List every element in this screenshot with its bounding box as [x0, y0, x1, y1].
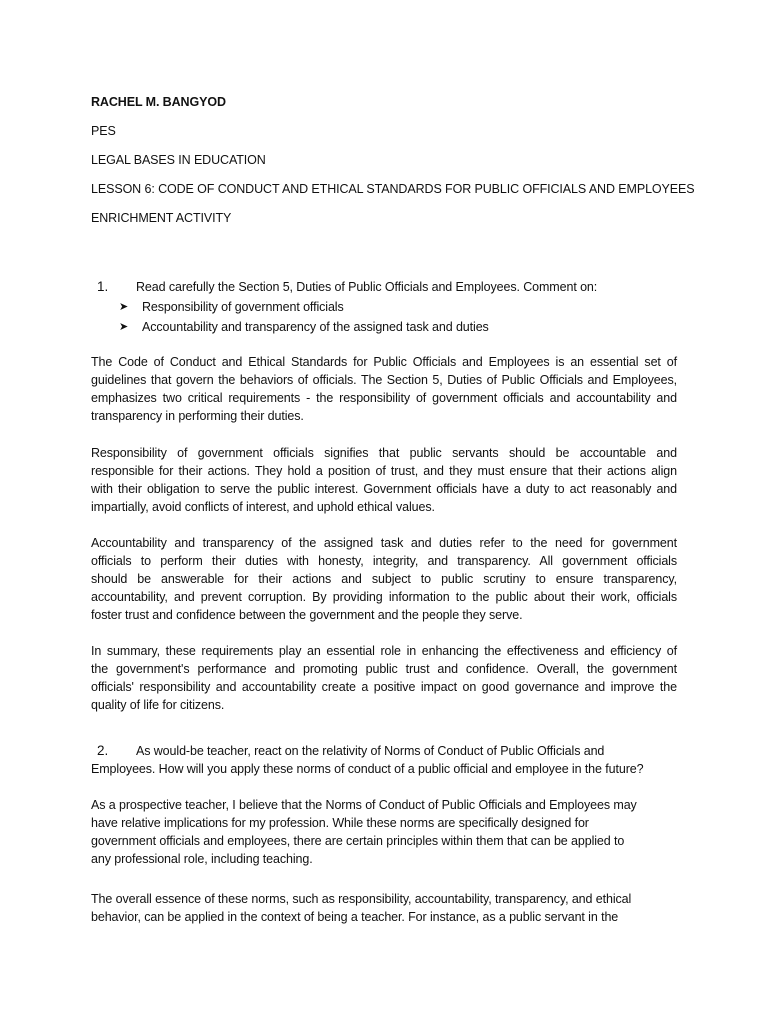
- program-label: PES: [91, 124, 116, 138]
- paragraph-line: accountability, and prevent corruption. By providing information to the public about their work, officials: [91, 590, 677, 604]
- paragraph-line: the government's performance and promoting public trust and confidence. Overall, the government: [91, 662, 677, 676]
- paragraph-line: with their obligation to serve the public interest. Government officials have a duty to act reasonably and: [91, 482, 677, 496]
- arrow-bullet-icon: ➤: [119, 321, 129, 333]
- question-2-number: 2.: [97, 743, 109, 758]
- paragraph-line: officials to perform their duties with honesty, integrity, and transparency. All government officials: [91, 554, 677, 568]
- paragraph-line: quality of life for citizens.: [91, 698, 225, 712]
- paragraph-line: emphasizes two critical requirements - the responsibility of government officials and accountability and: [91, 391, 677, 405]
- question-1-bullet: Accountability and transparency of the assigned task and duties: [142, 320, 489, 334]
- paragraph-line: behavior, can be applied in the context of being a teacher. For instance, as a public servant in the: [91, 910, 619, 924]
- course-title: LEGAL BASES IN EDUCATION: [91, 153, 266, 167]
- paragraph-line: Accountability and transparency of the assigned task and duties refer to the need for government: [91, 536, 677, 550]
- activity-label: ENRICHMENT ACTIVITY: [91, 211, 232, 225]
- answer-1-paragraph: [91, 534, 677, 624]
- answer-2-paragraph: [91, 796, 677, 868]
- paragraph-line: have relative implications for my profession. While these norms are specifically designed for: [91, 816, 589, 830]
- paragraph-line: government officials and employees, there are certain principles within them that can be applied to: [91, 834, 625, 848]
- paragraph-line: any professional role, including teaching.: [91, 852, 313, 866]
- question-2-prompt-line-2: Employees. How will you apply these norms of conduct of a public official and employee in the future?: [91, 762, 644, 776]
- paragraph-line: In summary, these requirements play an essential role in enhancing the effectiveness and efficiency of: [91, 644, 677, 658]
- paragraph-line: Responsibility of government officials signifies that public servants should be accountable and: [91, 446, 677, 460]
- paragraph-line: should be answerable for their actions and subject to public scrutiny to ensure transparency,: [91, 572, 677, 586]
- author-name: RACHEL M. BANGYOD: [91, 95, 226, 109]
- paragraph-line: impartially, avoid conflicts of interest, and uphold ethical values.: [91, 500, 435, 514]
- question-1-prompt: Read carefully the Section 5, Duties of Public Officials and Employees. Comment on:: [136, 280, 598, 294]
- answer-1-paragraph: [91, 642, 677, 714]
- answer-2-paragraph: [91, 890, 677, 926]
- paragraph-line: transparency in performing their duties.: [91, 409, 304, 423]
- paragraph-line: officials' responsibility and accountability create a positive impact on good governance and improve the: [91, 680, 677, 694]
- paragraph-line: The overall essence of these norms, such as responsibility, accountability, transparency, and ethical: [91, 892, 632, 906]
- paragraph-line: foster trust and confidence between the government and the people they serve.: [91, 608, 523, 622]
- answer-1-paragraph: [91, 353, 677, 425]
- answer-1-paragraph: [91, 444, 677, 516]
- lesson-title: LESSON 6: CODE OF CONDUCT AND ETHICAL STANDARDS FOR PUBLIC OFFICIALS AND EMPLOYEES: [91, 182, 695, 196]
- arrow-bullet-icon: ➤: [119, 301, 129, 313]
- paragraph-line: As a prospective teacher, I believe that the Norms of Conduct of Public Officials and Employees may: [91, 798, 637, 812]
- question-1-number: 1.: [97, 279, 109, 294]
- question-2-prompt-line-1: As would-be teacher, react on the relativity of Norms of Conduct of Public Officials and: [136, 744, 605, 758]
- paragraph-line: The Code of Conduct and Ethical Standards for Public Officials and Employees is an essential set of: [91, 355, 677, 369]
- paragraph-line: responsible for their actions. They hold a position of trust, and they must ensure that their actions align: [91, 464, 677, 478]
- question-1-bullet: Responsibility of government officials: [142, 300, 344, 314]
- paragraph-line: guidelines that govern the behaviors of officials. The Section 5, Duties of Public Officials and Employees,: [91, 373, 677, 387]
